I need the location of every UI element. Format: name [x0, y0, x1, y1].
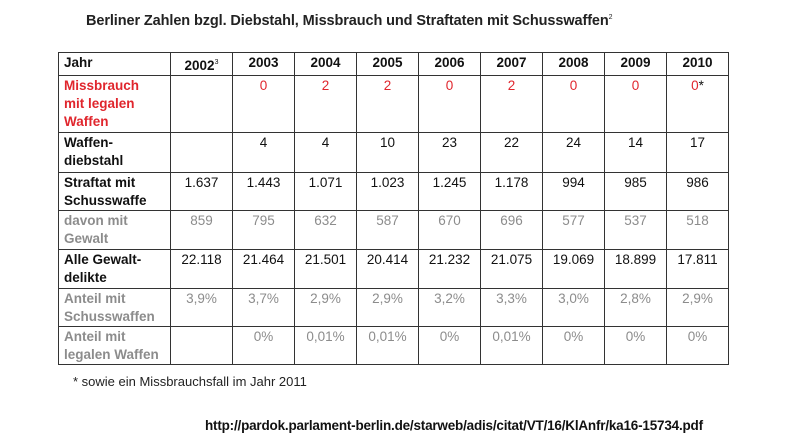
cell: 632 — [295, 211, 357, 250]
header-year-2010: 2010 — [667, 53, 729, 76]
cell: 0 — [543, 76, 605, 133]
cell: 986 — [667, 173, 729, 211]
row-label: Waffen- diebstahl — [59, 133, 171, 173]
cell: 1.178 — [481, 173, 543, 211]
row-label: Straftat mit Schusswaffe — [59, 173, 171, 211]
cell: 21.464 — [233, 250, 295, 289]
cell: 3,7% — [233, 289, 295, 327]
header-year-2009: 2009 — [605, 53, 667, 76]
row-label: Missbrauch mit legalen Waffen — [59, 76, 171, 133]
header-year-2004: 2004 — [295, 53, 357, 76]
header-year-2005: 2005 — [357, 53, 419, 76]
cell: 24 — [543, 133, 605, 173]
cell: 1.637 — [171, 173, 233, 211]
cell: 670 — [419, 211, 481, 250]
cell: 2,9% — [357, 289, 419, 327]
cell: 4 — [295, 133, 357, 173]
source-url-link[interactable]: http://pardok.parlament-berlin.de/starweb/adis/citat/VT/16/KlAnfr/ka16-15734.pdf — [205, 418, 703, 433]
cell: 587 — [357, 211, 419, 250]
cell: 2 — [357, 76, 419, 133]
cell: 0,01% — [295, 327, 357, 365]
title-text: Berliner Zahlen bzgl. Diebstahl, Missbrauch und Straftaten mit Schusswaffen — [86, 13, 609, 29]
cell: 4 — [233, 133, 295, 173]
cell: 0% — [233, 327, 295, 365]
cell: 10 — [357, 133, 419, 173]
cell: 20.414 — [357, 250, 419, 289]
cell: 0 — [419, 76, 481, 133]
cell: 696 — [481, 211, 543, 250]
row-label: davon mit Gewalt — [59, 211, 171, 250]
table-row-davon-gewalt — [59, 211, 729, 250]
cell: 2 — [481, 76, 543, 133]
cell: 577 — [543, 211, 605, 250]
header-year-2006: 2006 — [419, 53, 481, 76]
cell: 537 — [605, 211, 667, 250]
cell: 2,9% — [295, 289, 357, 327]
cell: 18.899 — [605, 250, 667, 289]
cell: 14 — [605, 133, 667, 173]
row-label: Alle Gewalt- delikte — [59, 250, 171, 289]
cell: 19.069 — [543, 250, 605, 289]
cell: 0% — [605, 327, 667, 365]
footnote: * sowie ein Missbrauchsfall im Jahr 2011 — [73, 374, 307, 389]
statistics-table — [58, 52, 729, 365]
cell: 2 — [295, 76, 357, 133]
cell: 859 — [171, 211, 233, 250]
cell: 0,01% — [481, 327, 543, 365]
cell: 1.023 — [357, 173, 419, 211]
header-jahr: Jahr — [59, 53, 171, 76]
header-year-2008: 2008 — [543, 53, 605, 76]
cell: 22.118 — [171, 250, 233, 289]
cell — [171, 133, 233, 173]
table-row-gewaltdelikte — [59, 250, 729, 289]
cell — [171, 76, 233, 133]
cell: 0% — [667, 327, 729, 365]
header-year-2007: 2007 — [481, 53, 543, 76]
cell: 518 — [667, 211, 729, 250]
cell: 3,9% — [171, 289, 233, 327]
cell: 2,8% — [605, 289, 667, 327]
cell: 23 — [419, 133, 481, 173]
cell: 17.811 — [667, 250, 729, 289]
document-title — [86, 13, 612, 29]
table-row-anteil-legal — [59, 327, 729, 365]
header-row — [59, 53, 729, 76]
cell: 0% — [543, 327, 605, 365]
cell: 1.443 — [233, 173, 295, 211]
cell: 3,0% — [543, 289, 605, 327]
cell: 1.071 — [295, 173, 357, 211]
cell: 21.075 — [481, 250, 543, 289]
table-row-waffendiebstahl — [59, 133, 729, 173]
cell: 795 — [233, 211, 295, 250]
footnote-asterisk: * — [698, 78, 704, 93]
table-row-anteil-schusswaffen — [59, 289, 729, 327]
cell: 994 — [543, 173, 605, 211]
header-year-2003: 2003 — [233, 53, 295, 76]
cell: 0% — [419, 327, 481, 365]
cell: 22 — [481, 133, 543, 173]
cell-2010: 0* — [667, 76, 729, 133]
cell — [171, 327, 233, 365]
cell: 17 — [667, 133, 729, 173]
header-year-2002: 2002$^3$ — [171, 53, 233, 76]
cell: 985 — [605, 173, 667, 211]
cell: 3,2% — [419, 289, 481, 327]
cell: 0,01% — [357, 327, 419, 365]
table-row-missbrauch — [59, 76, 729, 133]
cell: 1.245 — [419, 173, 481, 211]
row-label: Anteil mit Schusswaffen — [59, 289, 171, 327]
cell: 3,3% — [481, 289, 543, 327]
table-row-straftat — [59, 173, 729, 211]
cell: 2,9% — [667, 289, 729, 327]
cell: 0 — [605, 76, 667, 133]
row-label: Anteil mit legalen Waffen — [59, 327, 171, 365]
title-footnote-marker: 2 — [608, 14, 613, 21]
cell: 0 — [233, 76, 295, 133]
cell: 21.232 — [419, 250, 481, 289]
cell: 21.501 — [295, 250, 357, 289]
